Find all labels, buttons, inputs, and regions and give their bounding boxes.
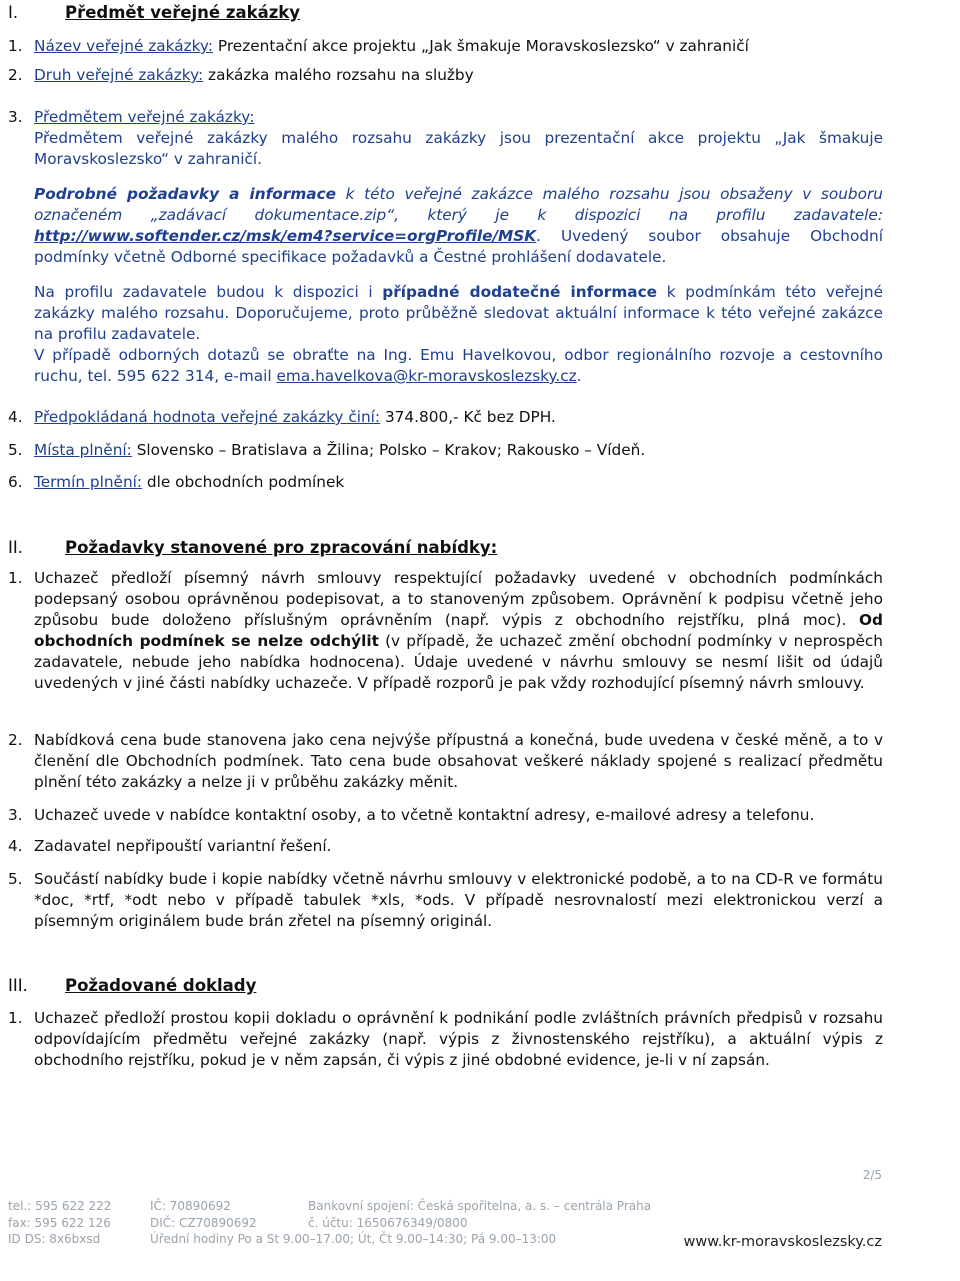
section-2-title: Požadavky stanovené pro zpracování nabídky: — [65, 538, 498, 557]
item-value: Slovensko – Bratislava a Žilina; Polsko – Krakov; Rakousko – Vídeň. — [131, 441, 646, 459]
section-2-item-4 — [8, 836, 883, 857]
footer-tel: tel.: 595 622 222 — [8, 1199, 112, 1213]
item-number: 2. — [8, 731, 23, 749]
section-2-number: II. — [8, 538, 23, 557]
footer-dic: DIČ: CZ70890692 — [150, 1215, 257, 1230]
item-number: 3. — [8, 806, 23, 824]
section-1-item-5 — [8, 440, 883, 461]
detailed-requirements-text: k této veřejné zakázce malého rozsahu jsou obsaženy v souboru označeném „zadávací dokumentace.zip“, který je k dispozici na profilu zadavatele: — [34, 185, 883, 224]
item-number: 4. — [8, 408, 23, 426]
item-number: 2. — [8, 66, 23, 84]
item-value: dle obchodních podmínek — [142, 473, 345, 491]
additional-info-text-b: k podmínkám této veřejné zakázky malého rozsahu. Doporučujeme, proto průběžně sledovat aktuální informace k této veřejné zakázce na profilu zadavatele. — [34, 283, 884, 343]
item-value: Prezentační akce projektu „Jak šmakuje Moravskoslezsko“ v zahraničí — [213, 37, 749, 55]
item-label: Předpokládaná hodnota veřejné zakázky činí: — [34, 408, 381, 426]
section-2-item-3 — [8, 805, 883, 826]
footer-fax: fax: 595 622 126 — [8, 1215, 111, 1230]
item-text: Součástí nabídky bude i kopie nabídky včetně návrhu smlouvy v elektronické podobě, a to na CD-R ve formátu *doc, *rtf, *odt nebo v případě tabulek *xls, *ods. V případě nesrovnalostí mezi elektronickou verzí a písemným originálem bude brán zřetel na písemný originál. — [34, 870, 883, 930]
item-number: 5. — [8, 441, 23, 459]
footer-hours: Úřední hodiny Po a St 9.00–17.00; Út, Čt 9.00–14:30; Pá 9.00–13:00 — [150, 1232, 557, 1246]
item-number: 3. — [8, 108, 23, 126]
item-label: Předmětem veřejné zakázky: — [34, 108, 255, 126]
item-number: 6. — [8, 473, 23, 491]
item-text: Zadavatel nepřipouští variantní řešení. — [34, 837, 332, 855]
section-1-item-1 — [8, 36, 883, 57]
item-text: Nabídková cena bude stanovena jako cena nejvýše přípustná a konečná, bude uvedena v české měně, a to v členění dle Obchodních podmínek. Tato cena bude obsahovat veškeré náklady spojené s realizací předmětu plnění této zakázky a nelze ji v průběhu zakázky měnit. — [34, 731, 883, 791]
footer-data-box: ID DS: 8x6bxsd — [8, 1232, 101, 1246]
item-text-b: (v případě, že uchazeč změní obchodní podmínky v neprospěch zadavatele, nebude jeho nabídka hodnocena). Údaje uvedené v návrhu smlouvy se nesmí lišit od údajů uvedených v jiné části nabídky uchazeče. V případě rozporů je pak vždy rozhodující písemný návrh smlouvy. — [34, 632, 883, 692]
additional-info-bold: případné dodatečné informace — [382, 283, 658, 301]
section-1-item-3 — [8, 107, 883, 387]
item-text: Uchazeč uvede v nabídce kontaktní osoby, a to včetně kontaktní adresy, e-mailové adresy a telefonu. — [34, 806, 815, 824]
item-number: 1. — [8, 569, 23, 587]
file-contents-text: . Uvedený soubor obsahuje Obchodní podmínky včetně Odborné specifikace požadavků a Čestné prohlášení dodavatele. — [34, 227, 883, 266]
footer-bank: Bankovní spojení: Česká spořitelna, a. s. – centrála Praha — [308, 1199, 652, 1213]
section-3-item-1 — [8, 1008, 883, 1071]
section-1-item-2 — [8, 65, 883, 86]
section-2-item-2 — [8, 730, 883, 793]
section-3-number: III. — [8, 976, 28, 995]
profile-link[interactable]: http://www.softender.cz/msk/em4?service=orgProfile/MSK — [34, 227, 537, 245]
item-label: Druh veřejné zakázky: — [34, 66, 204, 84]
item-number: 4. — [8, 837, 23, 855]
footer-contact-column — [8, 1198, 111, 1248]
section-1-item-6 — [8, 472, 883, 493]
additional-info-text-a: Na profilu zadavatele budou k dispozici i — [34, 283, 383, 301]
item-label: Název veřejné zakázky: — [34, 37, 214, 55]
section-2-item-1 — [8, 568, 883, 694]
item-number: 5. — [8, 870, 23, 888]
email-link[interactable]: ema.havelkova@kr-moravskoslezsky.cz — [276, 367, 577, 385]
section-3-title: Požadované doklady — [65, 976, 257, 995]
item-label: Místa plnění: — [34, 441, 132, 459]
item-value: 374.800,- Kč bez DPH. — [380, 408, 556, 426]
item-number: 1. — [8, 1009, 23, 1027]
item-text-bold: Od obchodních podmínek se nelze odchýlit — [34, 611, 883, 650]
subject-text: Předmětem veřejné zakázky malého rozsahu zakázky jsou prezentační akce projektu „Jak šmakuje Moravskoslezsko“ v zahraničí. — [34, 129, 883, 168]
footer-website[interactable]: www.kr-moravskoslezsky.cz — [683, 1234, 882, 1250]
additional-info-paragraph — [34, 282, 883, 345]
item-text-a: Uchazeč předloží písemný návrh smlouvy respektující požadavky uvedené v obchodních podmínkách podepsaný osobou oprávněnou podepisovat, a to stanoveným způsobem. Oprávnění k podpisu včetně jeho způsobu bude doloženo příslušným oprávněním (např. výpis z obchodního rejstříku, plná moc). — [34, 569, 883, 629]
contact-paragraph — [34, 345, 883, 387]
footer-account: č. účtu: 1650676349/0800 — [308, 1215, 468, 1230]
contact-end: . — [576, 367, 582, 385]
section-1-item-4 — [8, 407, 883, 428]
section-2-item-5 — [8, 869, 883, 932]
item-text: Uchazeč předloží prostou kopii dokladu o oprávnění k podnikání podle zvláštních právních předpisů v rozsahu odpovídajícím předmětu veřejné zakázky (např. výpis z živnostenského rejstříku), a aktuální výpis z obchodního rejstříku, pokud je v něm zapsán, či výpis z jiné obdobné evidence, je-li v ní zapsán. — [34, 1009, 883, 1069]
section-1-title: Předmět veřejné zakázky — [65, 3, 301, 22]
footer-ico: IČ: 70890692 — [150, 1199, 231, 1213]
detailed-requirements-paragraph — [34, 184, 883, 268]
detailed-requirements-bold: Podrobné požadavky a informace — [34, 185, 337, 203]
section-1-number: I. — [8, 3, 19, 22]
page-footer — [8, 1168, 888, 1278]
item-number: 1. — [8, 37, 23, 55]
contact-text: V případě odborných dotazů se obraťte na Ing. Emu Havelkovou, odbor regionálního rozvoje a cestovního ruchu, tel. 595 622 314, e-mail — [34, 346, 883, 385]
item-label: Termín plnění: — [34, 473, 143, 491]
page-number: 2/5 — [862, 1168, 882, 1182]
item-value: zakázka malého rozsahu na služby — [203, 66, 474, 84]
footer-bank-column — [308, 1198, 651, 1231]
